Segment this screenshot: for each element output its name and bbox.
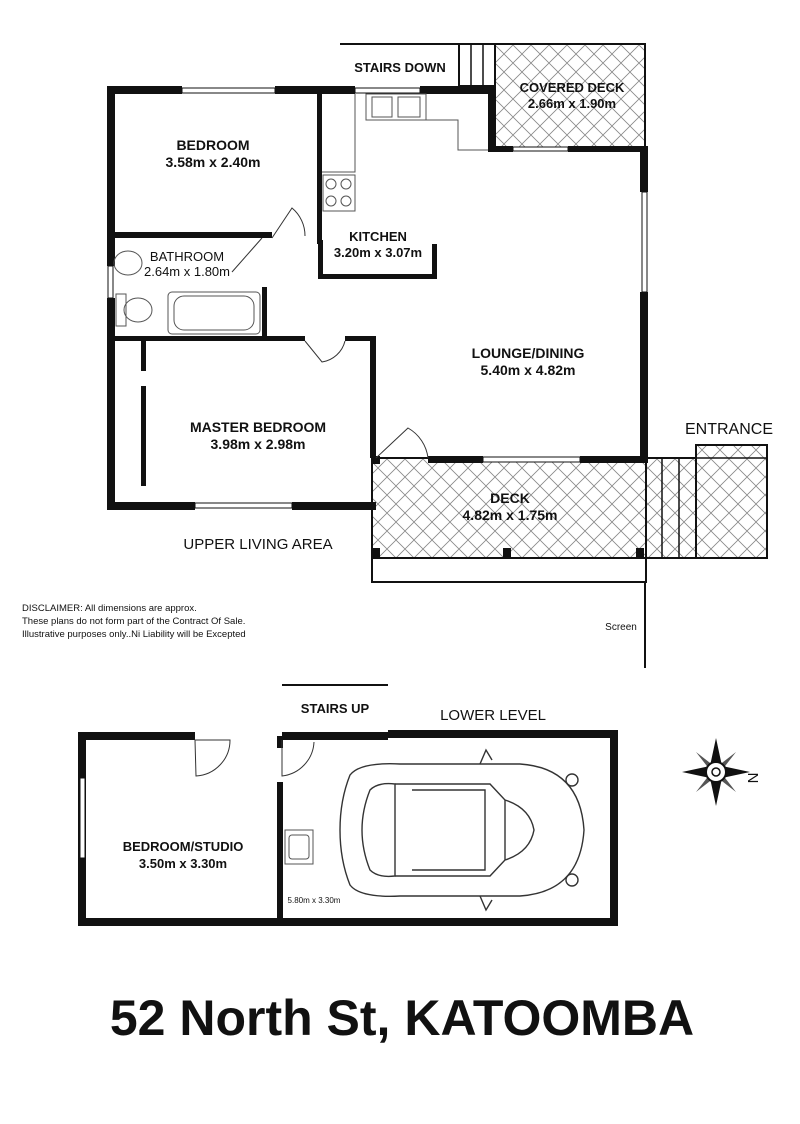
screen-label: Screen xyxy=(605,622,637,633)
stairs-down-label: STAIRS DOWN xyxy=(354,60,446,75)
master-bedroom-name: MASTER BEDROOM xyxy=(189,419,327,435)
deck-area xyxy=(372,445,767,582)
stairs-up-label: STAIRS UP xyxy=(300,701,370,716)
address-title: 52 North St, KATOOMBA xyxy=(109,990,695,1046)
bathroom-size: 2.64m x 1.80m xyxy=(144,264,230,279)
lower-level-label: LOWER LEVEL xyxy=(440,707,546,724)
garage-size: 5.80m x 3.30m xyxy=(287,896,341,905)
car-icon xyxy=(340,750,584,910)
entrance-label: ENTRANCE xyxy=(684,421,774,438)
deck-name: DECK xyxy=(490,490,530,506)
covered-deck-name: COVERED DECK xyxy=(519,80,625,95)
master-bedroom-size: 3.98m x 2.98m xyxy=(210,436,306,452)
lounge-name: LOUNGE/DINING xyxy=(471,345,585,361)
disclaimer-line: These plans do not form part of the Contract Of Sale. xyxy=(22,616,246,627)
covered-deck-size: 2.66m x 1.90m xyxy=(527,96,617,111)
studio-name: BEDROOM/STUDIO xyxy=(122,839,244,854)
deck-size: 4.82m x 1.75m xyxy=(462,507,558,523)
kitchen-size: 3.20m x 3.07m xyxy=(333,245,423,260)
studio-size: 3.50m x 3.30m xyxy=(138,856,228,871)
bedroom-name: BEDROOM xyxy=(176,137,250,153)
bathroom-name: BATHROOM xyxy=(149,249,225,264)
compass-north-label: N xyxy=(745,772,762,784)
lower-walls xyxy=(78,730,618,926)
lounge-size: 5.40m x 4.82m xyxy=(480,362,576,378)
disclaimer-line: DISCLAIMER: All dimensions are approx. xyxy=(22,603,197,614)
disclaimer-line: Illustrative purposes only..Ni Liability will be Excepted xyxy=(22,629,246,640)
bedroom-size: 3.58m x 2.40m xyxy=(165,154,261,170)
compass-icon xyxy=(682,738,750,806)
disclaimer xyxy=(22,603,246,640)
kitchen-fixtures xyxy=(322,94,488,211)
kitchen-name: KITCHEN xyxy=(349,229,407,244)
upper-area-label: UPPER LIVING AREA xyxy=(183,536,333,553)
lower-doors xyxy=(195,740,314,776)
garage-sink xyxy=(285,830,313,864)
